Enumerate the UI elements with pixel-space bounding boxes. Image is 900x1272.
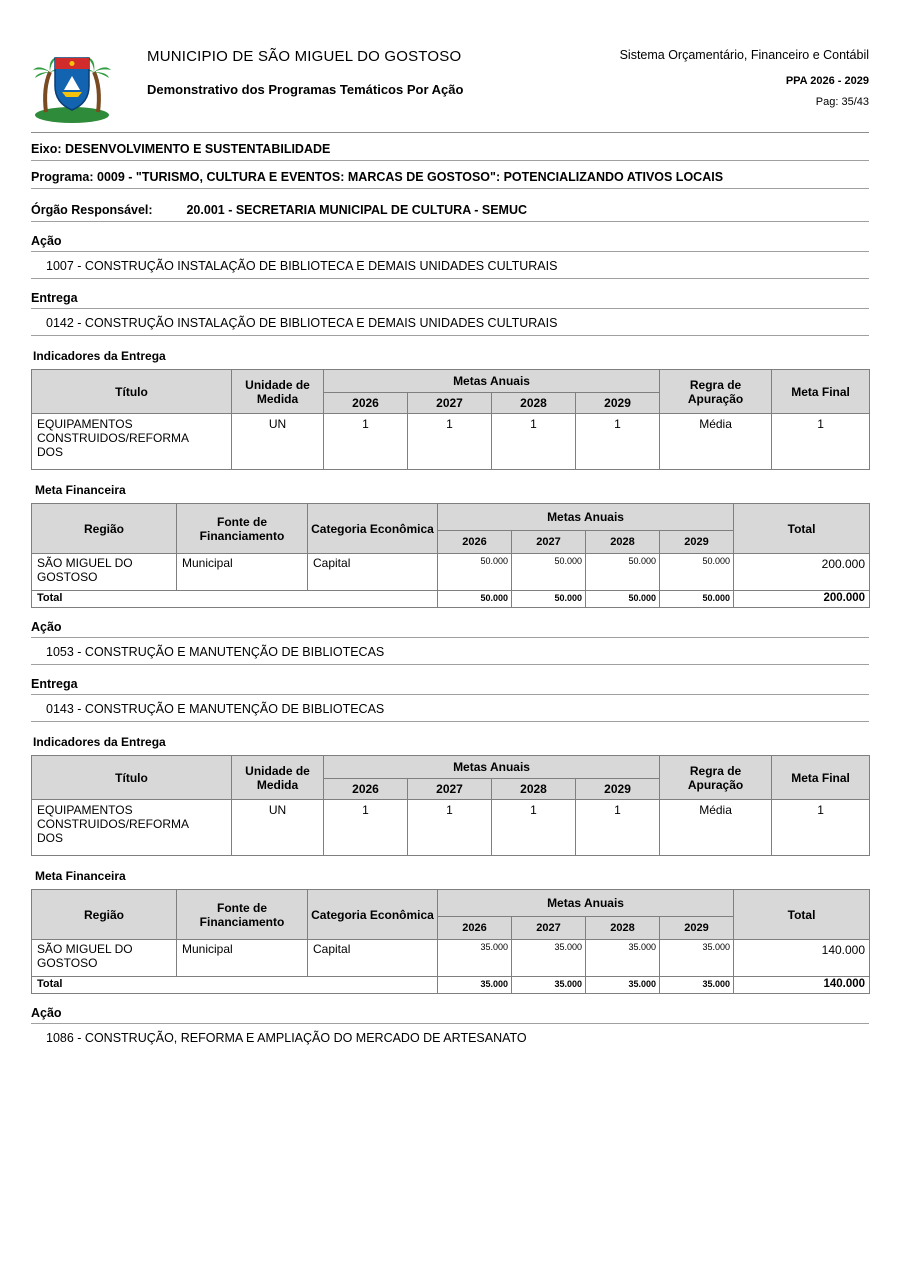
page-indicator: Pag: 35/43 [815,96,869,108]
col-header-metas-anuais: Metas Anuais [438,890,734,917]
report-header [31,40,869,124]
orgao-label: Órgão Responsável: [31,203,153,217]
ppa-period: PPA 2026 - 2029 [785,75,869,87]
divider [31,335,869,336]
col-header-fonte: Fonte de Financiamento [177,890,308,940]
indicador-meta-2028: 1 [492,414,576,470]
fin-meta-2028: 50.000 [586,554,660,591]
programa-label: Programa: [31,170,94,184]
indicador-meta-2028: 1 [492,800,576,856]
acao-label: Ação [31,1006,62,1020]
divider [31,251,869,252]
fin-meta-2027: 50.000 [512,554,586,591]
col-header-regra-apuracao: Regra de Apuração [660,370,772,414]
indicadores-table [31,369,870,470]
col-header-year: 2028 [586,531,660,554]
col-header-year: 2028 [492,393,576,414]
indicador-titulo: EQUIPAMENTOS CONSTRUIDOS/REFORMADOS [32,800,232,856]
fin-total: 200.000 [734,554,870,591]
col-header-titulo: Título [32,370,232,414]
entrega-label: Entrega [31,291,78,305]
col-header-year: 2027 [512,531,586,554]
col-header-total: Total [734,890,870,940]
programa-value: 0009 - "TURISMO, CULTURA E EVENTOS: MARCAS DE GOSTOSO": POTENCIALIZANDO ATIVOS LOCAIS [97,170,724,184]
col-header-year: 2029 [660,917,734,940]
acao-label: Ação [31,234,62,248]
indicador-regra: Média [660,800,772,856]
indicador-meta-final: 1 [772,414,870,470]
col-header-year: 2029 [576,393,660,414]
meta-financeira-table [31,889,870,994]
fin-total-2027: 50.000 [512,591,586,608]
header-meta [620,40,869,108]
orgao-value: 20.001 - SECRETARIA MUNICIPAL DE CULTURA - SEMUC [186,203,528,217]
divider [31,308,869,309]
divider [31,1023,869,1024]
fin-regiao: SÃO MIGUEL DO GOSTOSO [32,554,177,591]
fin-total-sum: 140.000 [734,977,870,994]
fin-total-sum: 200.000 [734,591,870,608]
municipal-coat-of-arms-icon [31,40,113,124]
acao-value: 1007 - CONSTRUÇÃO INSTALAÇÃO DE BIBLIOTECA E DEMAIS UNIDADES CULTURAIS [46,259,558,273]
table-total-row [32,977,870,994]
divider [31,637,869,638]
divider [31,132,869,133]
fin-meta-2026: 35.000 [438,940,512,977]
fin-meta-2029: 50.000 [660,554,734,591]
table-total-row [32,591,870,608]
indicador-meta-2029: 1 [576,414,660,470]
col-header-year: 2026 [324,393,408,414]
indicador-meta-2026: 1 [324,800,408,856]
indicador-meta-2027: 1 [408,800,492,856]
table-row [32,554,870,591]
indicador-unidade: UN [232,800,324,856]
table-row [32,940,870,977]
eixo-row [31,142,869,156]
col-header-metas-anuais: Metas Anuais [324,370,660,393]
fin-total-2029: 35.000 [660,977,734,994]
col-header-year: 2028 [492,779,576,800]
col-header-fonte: Fonte de Financiamento [177,504,308,554]
eixo-label: Eixo: [31,142,62,156]
indicador-meta-2027: 1 [408,414,492,470]
divider [31,278,869,279]
col-header-metas-anuais: Metas Anuais [438,504,734,531]
col-header-year: 2027 [512,917,586,940]
col-header-categoria: Categoria Econômica [308,504,438,554]
divider [31,188,869,189]
meta-financeira-label: Meta Financeira [35,483,126,497]
fin-total-label: Total [32,591,438,608]
col-header-year: 2026 [438,531,512,554]
report-title: Demonstrativo dos Programas Temáticos Por Ação [147,82,464,97]
acao-label: Ação [31,620,62,634]
indicador-meta-2029: 1 [576,800,660,856]
coat-of-arms-graphic [31,40,113,124]
fin-total-2028: 35.000 [586,977,660,994]
meta-financeira-table [31,503,870,608]
eixo-value: DESENVOLVIMENTO E SUSTENTABILIDADE [65,142,331,156]
col-header-unidade-medida: Unidade de Medida [232,756,324,800]
fin-total-2026: 35.000 [438,977,512,994]
col-header-titulo: Título [32,756,232,800]
fin-fonte: Municipal [177,554,308,591]
fin-total: 140.000 [734,940,870,977]
col-header-meta-final: Meta Final [772,370,870,414]
col-header-year: 2027 [408,779,492,800]
fin-total-2026: 50.000 [438,591,512,608]
fin-total-label: Total [32,977,438,994]
entrega-value: 0143 - CONSTRUÇÃO E MANUTENÇÃO DE BIBLIOTECAS [46,702,385,716]
divider [31,694,869,695]
fin-total-2028: 50.000 [586,591,660,608]
col-header-unidade-medida: Unidade de Medida [232,370,324,414]
acao-value: 1086 - CONSTRUÇÃO, REFORMA E AMPLIAÇÃO DO MERCADO DE ARTESANATO [46,1031,527,1045]
divider [31,721,869,722]
col-header-meta-final: Meta Final [772,756,870,800]
table-row [32,800,870,856]
indicador-unidade: UN [232,414,324,470]
col-header-metas-anuais: Metas Anuais [324,756,660,779]
fin-meta-2029: 35.000 [660,940,734,977]
entrega-label: Entrega [31,677,78,691]
col-header-categoria: Categoria Econômica [308,890,438,940]
system-name: Sistema Orçamentário, Financeiro e Contábil [619,48,869,62]
indicador-meta-final: 1 [772,800,870,856]
fin-categoria: Capital [308,940,438,977]
indicadores-label: Indicadores da Entrega [33,349,166,363]
acao-value: 1053 - CONSTRUÇÃO E MANUTENÇÃO DE BIBLIOTECAS [46,645,385,659]
divider [31,664,869,665]
col-header-year: 2026 [324,779,408,800]
indicador-meta-2026: 1 [324,414,408,470]
indicador-titulo: EQUIPAMENTOS CONSTRUIDOS/REFORMADOS [32,414,232,470]
col-header-regiao: Região [32,504,177,554]
fin-regiao: SÃO MIGUEL DO GOSTOSO [32,940,177,977]
divider [31,221,869,222]
col-header-total: Total [734,504,870,554]
indicadores-label: Indicadores da Entrega [33,735,166,749]
divider [31,160,869,161]
col-header-year: 2029 [576,779,660,800]
header-titles [147,40,620,97]
fin-meta-2027: 35.000 [512,940,586,977]
fin-fonte: Municipal [177,940,308,977]
fin-meta-2028: 35.000 [586,940,660,977]
col-header-regiao: Região [32,890,177,940]
indicador-regra: Média [660,414,772,470]
col-header-regra-apuracao: Regra de Apuração [660,756,772,800]
col-header-year: 2026 [438,917,512,940]
col-header-year: 2027 [408,393,492,414]
table-row [32,414,870,470]
entrega-value: 0142 - CONSTRUÇÃO INSTALAÇÃO DE BIBLIOTECA E DEMAIS UNIDADES CULTURAIS [46,316,558,330]
fin-total-2029: 50.000 [660,591,734,608]
programa-row [31,170,869,184]
indicadores-table [31,755,870,856]
municipality-name: MUNICIPIO DE SÃO MIGUEL DO GOSTOSO [147,48,462,65]
fin-categoria: Capital [308,554,438,591]
col-header-year: 2028 [586,917,660,940]
fin-total-2027: 35.000 [512,977,586,994]
col-header-year: 2029 [660,531,734,554]
orgao-row [31,203,869,217]
fin-meta-2026: 50.000 [438,554,512,591]
meta-financeira-label: Meta Financeira [35,869,126,883]
